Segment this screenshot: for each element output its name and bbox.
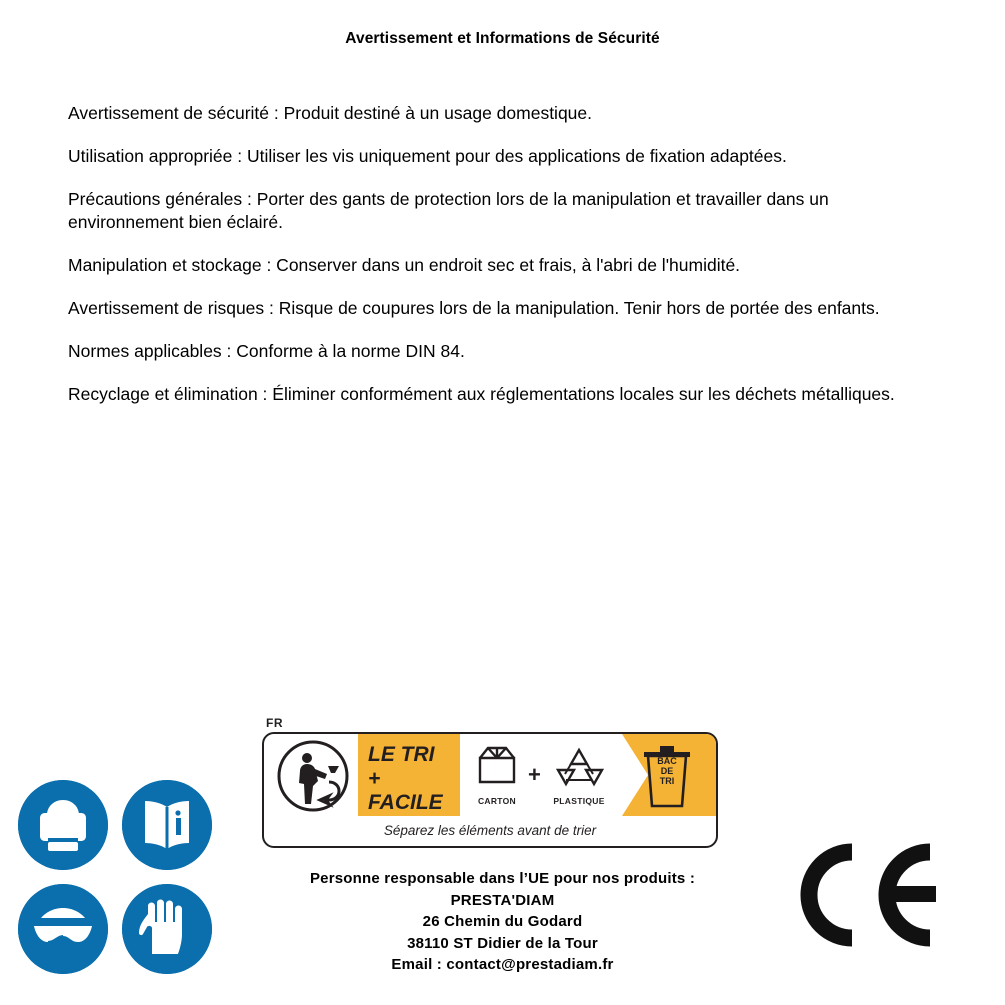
company-street: 26 Chemin du Godard [422, 913, 583, 931]
banner-headline-line2: + FACILE [368, 767, 443, 815]
bin-label [646, 756, 688, 786]
paragraph-proper-use: Utilisation appropriée : Utiliser les vis uniquement pour des applications de fixation adaptées. [68, 145, 787, 166]
paragraph-general-precautions: Précautions générales : Porter des gants de protection lors de la manipulation et travailler dans un environnement bien éclairé. [68, 188, 829, 232]
banner-footer-text: Séparez les éléments avant de trier [383, 823, 597, 838]
paragraph-handling-storage: Manipulation et stockage : Conserver dans un endroit sec et frais, à l'abri de l'humidité. [68, 254, 741, 275]
recycling-banner [262, 716, 718, 848]
banner-headline [368, 743, 460, 815]
carton-box-icon [466, 740, 528, 790]
bin-label-line2: DE [660, 766, 674, 777]
read-instructions-icon [122, 780, 212, 870]
ce-marking-icon [790, 840, 950, 950]
bin-label-line3: TRI [659, 776, 675, 787]
plastic-recycle-icon [542, 740, 616, 790]
company-email: Email : contact@prestadiam.fr [391, 956, 614, 974]
banner-language-label: FR [266, 716, 283, 730]
company-city: 38110 ST Didier de la Tour [407, 934, 598, 952]
safety-information-body [68, 48, 939, 406]
banner-headline-line1: LE TRI [368, 743, 435, 766]
responsible-person-intro: Personne responsable dans l’UE pour nos produits : [309, 870, 696, 887]
bin-label-line1: BAC [657, 756, 677, 766]
triman-figure-icon [270, 738, 356, 814]
company-name: PRESTA'DIAM [450, 891, 555, 909]
plus-symbol: + [528, 762, 541, 787]
plastic-label: PLASTIQUE [553, 796, 605, 806]
ear-protection-icon [18, 780, 108, 870]
carton-item [466, 740, 528, 806]
paragraph-standards: Normes applicables : Conforme à la norme DIN 84. [68, 341, 465, 362]
paragraph-recycling: Recyclage et élimination : Éliminer conformément aux réglementations locales sur les déchets métalliques. [68, 384, 895, 405]
paragraph-safety-warning: Avertissement de sécurité : Produit destiné à un usage domestique. [68, 102, 593, 123]
plastic-item [542, 740, 616, 806]
page-title: Avertissement et Informations de Sécurité [345, 30, 660, 47]
carton-label: CARTON [477, 796, 516, 806]
paragraph-risk-warning: Avertissement de risques : Risque de coupures lors de la manipulation. Tenir hors de portée des enfants. [68, 297, 880, 318]
banner-frame [262, 732, 718, 848]
